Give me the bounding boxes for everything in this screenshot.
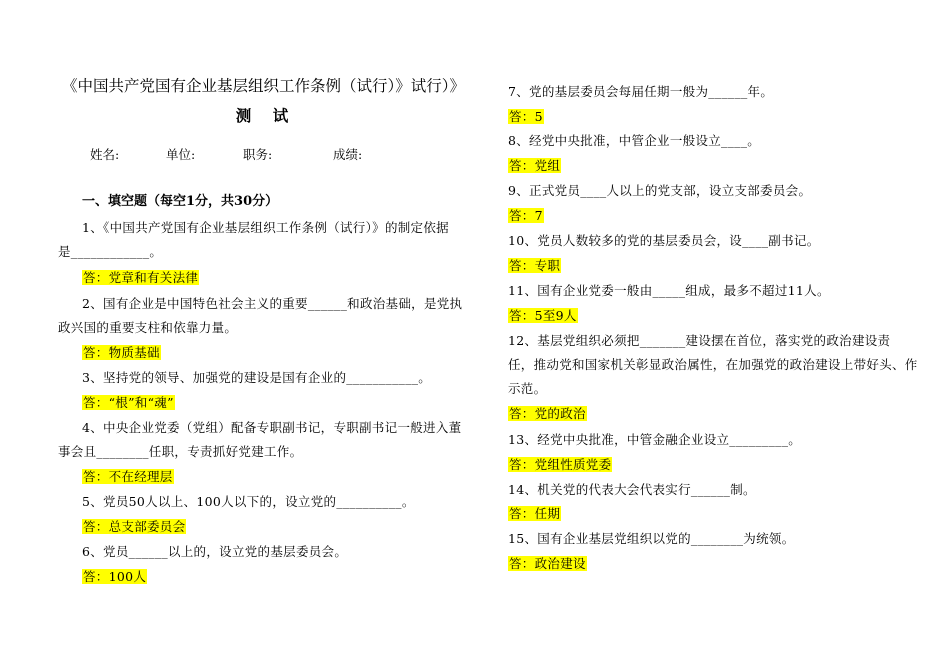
question-line: [82, 368, 431, 386]
question-line: [508, 355, 918, 373]
question-text: 7、党的基层委员会每届任期一般为______年。: [508, 84, 774, 99]
question-text: 11、国有企业党委一般由_____组成，最多不超过11人。: [508, 283, 830, 298]
question-text: 15、国有企业基层党组织以党的________为统领。: [508, 531, 795, 546]
answer-text: 答：物质基础: [83, 345, 160, 360]
answer-line: [508, 504, 561, 522]
question-line: [82, 218, 449, 236]
answer-text: 答：党组性质党委: [509, 457, 612, 472]
answer-line: [508, 156, 561, 174]
answer-line: [82, 467, 174, 485]
answer-text: 答：政治建设: [509, 556, 586, 571]
answer-text: 答：5: [509, 109, 543, 124]
question-line: [508, 82, 773, 100]
section-heading: 一、填空题（每空1分，共30分）: [82, 194, 279, 209]
answer-text: 答：党组: [509, 158, 561, 173]
answer-text: 答：党章和有关法律: [83, 270, 199, 285]
answer-text: 答：专职: [509, 258, 561, 273]
question-line: [508, 331, 890, 349]
question-line: [82, 418, 461, 436]
question-text: 10、党员人数较多的党的基层委员会，设____副书记。: [508, 233, 820, 248]
answer-line: [508, 306, 578, 324]
answer-line: [82, 268, 199, 286]
question-text: 5、党员50人以上、100人以下的，设立党的__________。: [82, 494, 415, 509]
answer-line: [508, 404, 587, 422]
question-text: 是____________。: [58, 244, 163, 259]
answer-line: [508, 554, 587, 572]
question-line: [508, 430, 801, 448]
question-line: [508, 231, 820, 249]
question-text: 政兴国的重要支柱和依靠力量。: [58, 320, 238, 335]
question-line: [58, 318, 237, 336]
answer-line: [508, 256, 561, 274]
answer-line: [82, 517, 186, 535]
question-text: 示范。: [508, 381, 547, 396]
answer-text: 答：党的政治: [509, 406, 586, 421]
question-text: 14、机关党的代表大会代表实行______制。: [508, 482, 756, 497]
question-text: 1、《中国共产党国有企业基层组织工作条例（试行）》的制定依据: [82, 220, 449, 235]
answer-text: 答：100人: [83, 569, 147, 584]
question-line: [508, 480, 756, 498]
question-line: [508, 379, 546, 397]
answer-line: [82, 393, 175, 411]
question-text: 2、国有企业是中国特色社会主义的重要______和政治基础，是党执: [82, 296, 463, 311]
page-title: 《中国共产党国有企业基层组织工作条例（试行）》试行）》: [62, 77, 466, 95]
question-line: [508, 529, 795, 547]
answer-line: [508, 455, 612, 473]
question-line: [508, 181, 811, 199]
answer-text: 答：任期: [509, 506, 561, 521]
answer-line: [82, 343, 161, 361]
question-text: 事会且________任职，专责抓好党建工作。: [58, 444, 303, 459]
answer-line: [508, 107, 544, 125]
field-unit-label: 单位:: [166, 147, 196, 162]
answer-line: [82, 567, 147, 585]
question-line: [82, 542, 347, 560]
question-text: 6、党员______以上的，设立党的基层委员会。: [82, 544, 348, 559]
question-line: [82, 294, 462, 312]
answer-text: 答：不在经理层: [83, 469, 173, 484]
answer-text: 答：“根”和“魂”: [83, 395, 174, 410]
question-line: [58, 442, 302, 460]
question-line: [58, 242, 162, 260]
question-text: 13、经党中央批准，中管金融企业设立_________。: [508, 432, 802, 447]
question-text: 任，推动党和国家机关彰显政治属性，在加强党的政治建设上带好头、作: [508, 357, 918, 372]
answer-text: 答：总支部委员会: [83, 519, 186, 534]
question-line: [508, 281, 830, 299]
answer-line: [508, 206, 544, 224]
question-text: 3、坚持党的领导、加强党的建设是国有企业的___________。: [82, 370, 432, 385]
question-text: 12、基层党组织必须把_______建设摆在首位，落实党的政治建设责: [508, 333, 891, 348]
page-subtitle: 测 试: [235, 106, 289, 125]
answer-text: 答：7: [509, 208, 543, 223]
answer-text: 答：5至9人: [509, 308, 577, 323]
field-position-label: 职务:: [243, 147, 273, 162]
question-text: 4、中央企业党委（党组）配备专职副书记，专职副书记一般进入董: [82, 420, 462, 435]
question-text: 8、经党中央批准，中管企业一般设立____。: [508, 133, 761, 148]
field-name-label: 姓名:: [90, 147, 120, 162]
field-score-label: 成绩:: [333, 147, 363, 162]
question-line: [82, 492, 415, 510]
question-text: 9、正式党员____人以上的党支部，设立支部委员会。: [508, 183, 812, 198]
question-line: [508, 131, 760, 149]
